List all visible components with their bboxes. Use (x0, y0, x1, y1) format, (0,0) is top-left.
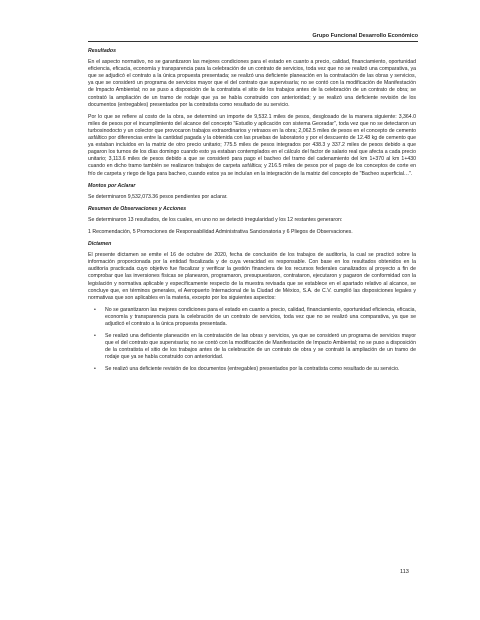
list-item-text: Se realizó una deficiente revisión de los documentos (entregables) presentados por la contratista como resultado de su servicio. (105, 366, 400, 373)
resumen-paragraph-2: 1 Recomendación, 5 Promociones de Responsabilidad Administrativa Sancionatoria y 6 Pliegos de Observaciones. (88, 228, 353, 235)
resultados-paragraph-2: Por lo que se refiere al costo de la obra, se determinó un importe de 9,532.1 miles de pesos, desglosado de la manera siguiente: 3,364.0 miles de pesos por el incumplimiento del alcance del concepto "Estudio y aplicación con sistema Georadar", toda vez que no se detectaron un turbosinodocto y un colector que provocaron trabajos extraordinarios y retrasos en la obra; 2,062.5 miles de pesos en el concepto de cemento asfáltico por diferencias entre la cantidad pagada y la obtenida con las pruebas de laboratorio y por el descuento de 12.48 kg de cemento que ya estaban incluidos en la matriz de otro precio unitario; 775.5 miles de pesos integrados por 438.3 y 337.2 miles de pesos debido a que pagaron los turnos de los días domingo cuando esto ya estaban contemplados en el cálculo del factor de salario real que afecta a cada precio unitario; 3,113.6 miles de pesos debido a que se consideró para pago el bacheo del tramo del cadenamiento del km 1+370 al km 1+430 cuando en dicho tramo también se realizaron trabajos de carpeta asfáltica; y 216.5 miles de pesos por el pago de los conceptos de corte en frío de carpeta y riego de liga para bacheo, cuando estos ya se incluían en la integración de la matriz del concepto de "Bacheo superficial…". (88, 113, 416, 177)
section-heading-dictamen: Dictamen (88, 241, 112, 248)
resultados-paragraph-1: En el aspecto normativo, no se garantizaron las mejores condiciones para el estado en cuanto a precio, calidad, financiamiento, oportunidad eficiencia, eficacia, economía y transparencia para la celebración de un contrato de servicios, toda vez que no se realizó una comparativa, ya que se adjudicó el contrato a la única propuesta presentada; se realizó una deficiente planeación en la contratación de las obras y servicios, ya que se consideró un programa de servicios mayor que el del contrato que supervisaría; no se contó con la modificación de Manifestación de Impacto Ambiental; no se puso a disposición de la contratista el sitio de los trabajos antes de la celebración de un contrato de obra; se contrató la ampliación de un tramo de rodaje que ya se había construido con anterioridad; y se realizó una deficiente revisión de los documentos (entregables) presentados por la contratista como resultado de su servicio. (88, 59, 416, 108)
dictamen-bullet-list (88, 307, 416, 374)
section-heading-resultados: Resultados (88, 48, 116, 54)
section-heading-resumen: Resumen de Observaciones y Acciones (88, 205, 187, 212)
list-item (88, 307, 416, 328)
bullet-icon: • (94, 366, 96, 373)
page-number: 113 (400, 569, 409, 575)
list-item (88, 366, 416, 373)
list-item-text: Se realizó una deficiente planeación en la contratación de las obras y servicios, ya que se consideró un programa de servicios mayor que el del contrato que supervisaría; no se contó con la modificación de Manifestación de Impacto Ambiental; no se puso a disposición de la contratista el sitio de los trabajos antes de la celebración de un contrato de obra y se contrató la ampliación de un tramo de rodaje que ya se había construido con anterioridad. (105, 333, 416, 361)
section-heading-montos: Montos por Aclarar (88, 182, 136, 189)
resumen-paragraph-1: Se determinaron 13 resultados, de los cuales, en uno no se detectó irregularidad y los 12 restantes generaron: (88, 216, 343, 223)
dictamen-paragraph: El presente dictamen se emite el 16 de octubre de 2020, fecha de conclusión de los trabajos de auditoría, la cual se practicó sobre la información proporcionada por la entidad fiscalizada y de cuya veracidad es responsable. Con base en los resultados obtenidos en la auditoría practicada cuyo objetivo fue fiscalizar y verificar la gestión financiera de los recursos federales canalizados al proyecto a fin de comprobar que las inversiones físicas se planearon, programaron, presupuestaron, contrataron, ejecutaron y pagaron de conformidad con la legislación y normativa aplicable y específicamente respecto de la muestra revisada que se establece en el apartado relativo al alcance, se concluye que, en términos generales, el Aeropuerto Internacional de la Ciudad de México, S.A. de C.V. cumplió las disposiciones legales y normativas que son aplicables en la materia, excepto por los siguientes aspectos: (88, 252, 416, 301)
bullet-icon: • (94, 333, 96, 340)
montos-paragraph: Se determinaron 9,532,073.36 pesos pendientes por aclarar. (88, 193, 228, 200)
list-item-text: No se garantizaron las mejores condiciones para el estado en cuanto a precio, calidad, financiamiento, oportunidad eficiencia, eficacia, economía y transparencia para la celebración de un contrato de servicios, toda vez que no se realizó una comparativa, ya que se adjudicó el contrato a la única propuesta presentada. (105, 306, 416, 327)
bullet-icon: • (94, 306, 96, 313)
page-header: Grupo Funcional Desarrollo Económico (88, 33, 418, 42)
document-body (88, 48, 416, 379)
list-item (88, 333, 416, 361)
